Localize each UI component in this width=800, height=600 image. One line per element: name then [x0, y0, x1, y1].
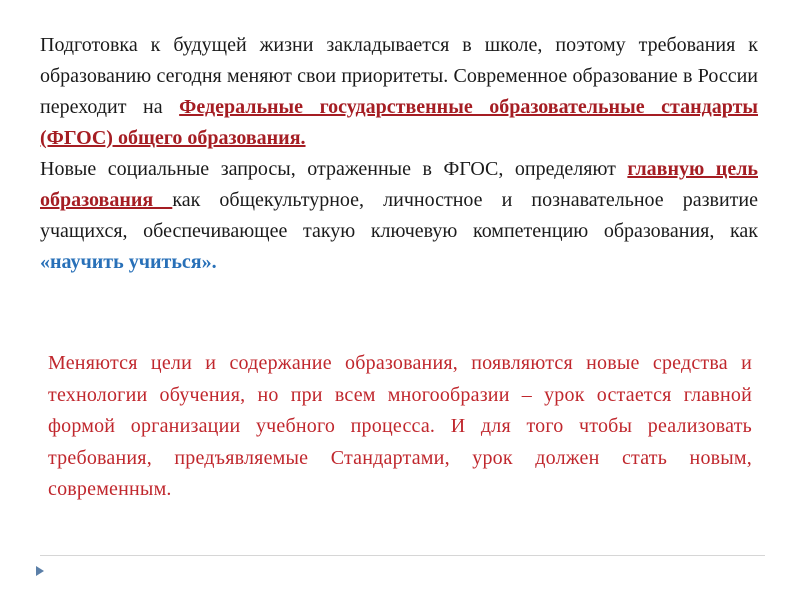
development-text: как общекультурное, личностное и познавательное развитие учащихся, обеспечивающее такую ключевую компетенцию образования, как [40, 189, 758, 242]
triangle-right-icon [36, 566, 44, 576]
intro-text: Подготовка к будущей жизни закладывается в школе, поэтому требования к образованию сегодня меняют свои приоритеты. Современное образование в России переходит на [40, 34, 758, 118]
education-goal-sentence [40, 154, 758, 278]
footer-divider [40, 555, 765, 556]
lesson-text: Меняются цели и содержание образования, появляются новые средства и технологии обучения, но при всем многообразии – урок остается главной формой организации учебного процесса. И для того чтобы реализовать требования, предъявляемые Стандартами, урок должен стать новым, современным. [48, 352, 752, 500]
fgos-transition-sentence [40, 30, 758, 154]
learn-to-learn-emphasis: «научить учиться». [40, 251, 217, 273]
intro-paragraph [40, 30, 758, 278]
fgos-standards-emphasis: Федеральные государственные образовательные стандарты (ФГОС) общего образования. [40, 96, 759, 149]
main-goal-emphasis: главную цель образования [40, 158, 758, 211]
social-requests-text: Новые социальные запросы, отраженные в ФГОС, определяют [40, 158, 628, 180]
lesson-paragraph [48, 348, 752, 506]
